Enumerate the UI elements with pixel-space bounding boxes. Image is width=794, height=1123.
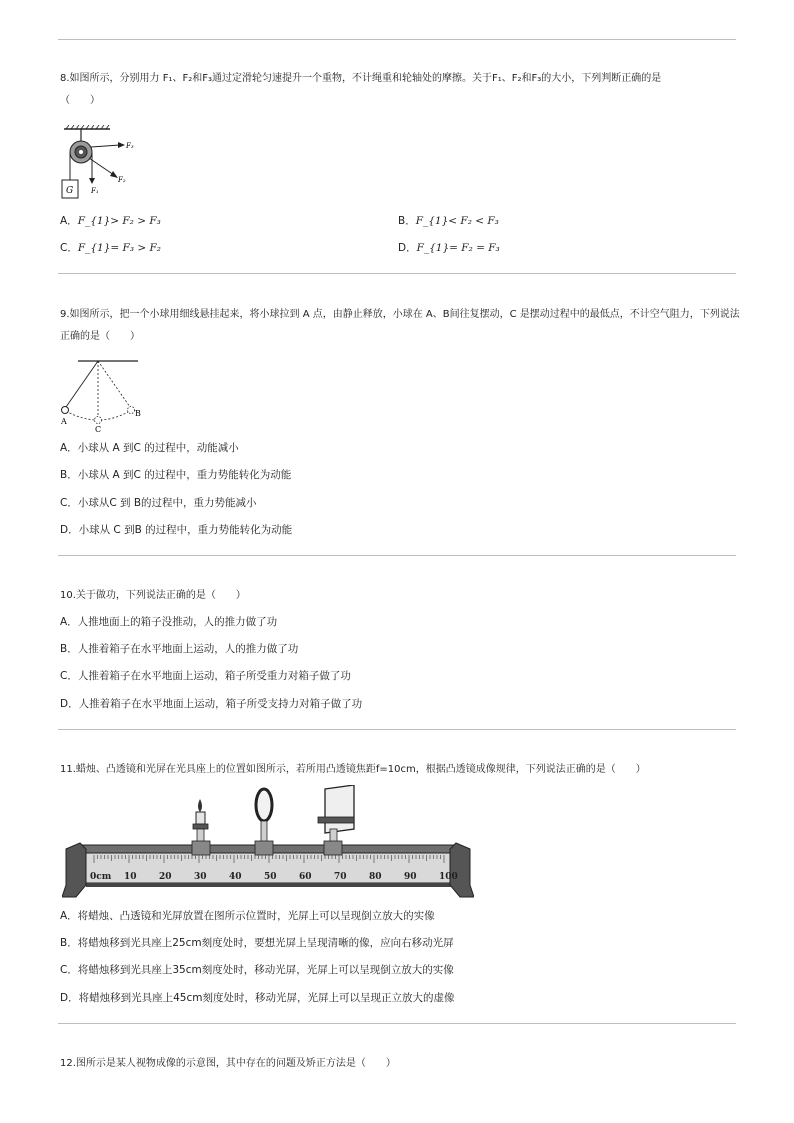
convex-lens-icon — [256, 789, 272, 845]
q8-label-f3: F₃ — [126, 142, 134, 150]
divider-top — [58, 39, 736, 40]
q8-option-a[interactable] — [60, 214, 161, 228]
scale-label: 0cm — [90, 872, 112, 882]
scale-label: 60 — [299, 872, 312, 882]
scale-label: 20 — [159, 872, 172, 882]
scale-label: 90 — [404, 872, 417, 882]
q9-label-c: C — [95, 425, 102, 433]
q9-option-c[interactable]: C．小球从C 到 B的过程中，重力势能减小 — [60, 497, 257, 509]
q8-option-a-text: F_{1}> F₂ > F₃ — [77, 215, 161, 227]
q10-option-b[interactable]: B．人推着箱子在水平地面上运动，人的推力做了功 — [60, 643, 299, 655]
q8-option-c-text: F_{1}= F₃ > F₂ — [77, 242, 162, 254]
q8-option-d-text: F_{1}= F₂ = F₃ — [416, 242, 500, 254]
scale-label: 100 — [439, 872, 458, 882]
q8-option-c-letter: C． — [60, 242, 78, 254]
scale-label: 10 — [124, 872, 137, 882]
q11-option-a[interactable]: A．将蜡烛、凸透镜和光屏放置在图所示位置时，光屏上可以呈现倒立放大的实像 — [60, 910, 435, 922]
q8-label-f1: F₁ — [91, 187, 99, 195]
q11-option-c[interactable]: C．将蜡烛移到光具座上35cm刻度处时，移动光屏，光屏上可以呈现倒立放大的实像 — [60, 964, 454, 976]
q8-label-f2: F₂ — [118, 176, 126, 184]
q8-option-b-text: F_{1}< F₂ < F₃ — [415, 215, 499, 227]
scale-label: 70 — [334, 872, 347, 882]
q10-option-d[interactable]: D．人推着箱子在水平地面上运动，箱子所受支持力对箱子做了功 — [60, 698, 363, 710]
divider-q11-q12 — [58, 1023, 736, 1024]
q11-stem: 11.蜡烛、凸透镜和光屏在光具座上的位置如图所示，若所用凸透镜焦距f=10cm，根据凸透镜成像规律，下列说法正确的是（ ） — [60, 764, 646, 775]
q8-option-c[interactable] — [60, 241, 161, 255]
q8-stem-text: 8.如图所示，分别用力 F₁、F₂和F₃通过定滑轮匀速提升一个重物，不计绳重和轮轴处的摩擦。关于F₁、F₂和F₃的大小，下列判断正确的是 — [60, 73, 662, 84]
scale-label: 50 — [264, 872, 277, 882]
q9-label-a: A — [61, 417, 67, 426]
q12-stem: 12.图所示是某人视物成像的示意图，其中存在的问题及矫正方法是（ ） — [60, 1058, 396, 1069]
q8-pulley-figure — [58, 125, 144, 200]
q8-option-d-letter: D． — [398, 242, 417, 254]
q8-option-a-letter: A． — [60, 215, 78, 227]
q10-option-c[interactable]: C．人推着箱子在水平地面上运动，箱子所受重力对箱子做了功 — [60, 670, 351, 682]
q11-option-d[interactable]: D．将蜡烛移到光具座上45cm刻度处时，移动光屏，光屏上可以呈现正立放大的虚像 — [60, 992, 455, 1004]
scale-label: 40 — [229, 872, 242, 882]
q9-stem: 9.如图所示，把一个小球用细线悬挂起来，将小球拉到 A 点，由静止释放，小球在 A、B间往复摆动，C 是摆动过程中的最低点，不计空气阻力，下列说法正确的是（ ） — [60, 309, 740, 342]
q8-option-b-letter: B． — [398, 215, 416, 227]
candle-icon — [193, 799, 208, 845]
q8-option-b[interactable] — [398, 214, 499, 228]
q9-pendulum-figure — [58, 357, 148, 433]
q11-option-b[interactable]: B．将蜡烛移到光具座上25cm刻度处时，要想光屏上呈现清晰的像，应向右移动光屏 — [60, 937, 454, 949]
q8-option-d[interactable] — [398, 241, 500, 255]
q9-option-b[interactable]: B．小球从 A 到C 的过程中，重力势能转化为动能 — [60, 469, 292, 481]
q8-answer-paren: （ ） — [60, 95, 100, 106]
scale-label: 80 — [369, 872, 382, 882]
q9-option-d[interactable]: D．小球从 C 到B 的过程中，重力势能转化为动能 — [60, 524, 293, 536]
scale-label: 30 — [194, 872, 207, 882]
light-screen-icon — [318, 785, 354, 845]
q10-option-a[interactable]: A．人推地面上的箱子没推动，人的推力做了功 — [60, 616, 278, 628]
q9-label-b: B — [135, 409, 141, 418]
q9-option-a[interactable]: A．小球从 A 到C 的过程中，动能减小 — [60, 442, 239, 454]
q8-stem — [60, 68, 740, 112]
divider-q8-q9 — [58, 273, 736, 274]
divider-q10-q11 — [58, 729, 736, 730]
q8-label-g: G — [66, 186, 74, 196]
q11-optical-bench-figure — [62, 785, 474, 902]
q10-stem: 10.关于做功，下列说法正确的是（ ） — [60, 590, 246, 601]
divider-q9-q10 — [58, 555, 736, 556]
